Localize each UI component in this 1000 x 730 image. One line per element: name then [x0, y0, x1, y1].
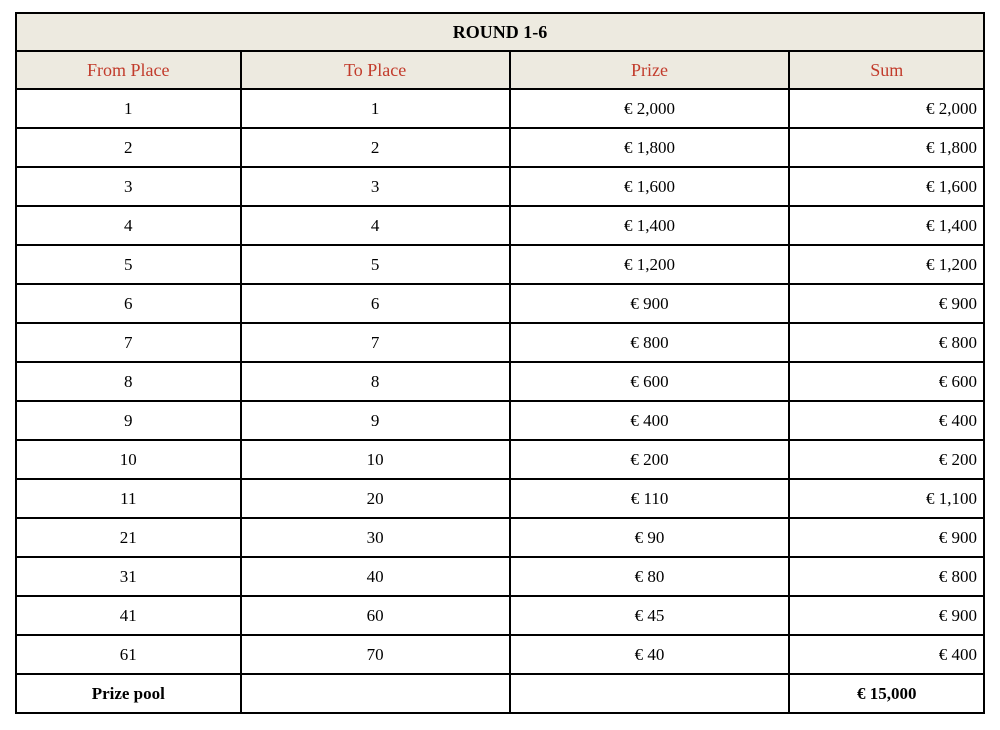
- cell-from-place: 61: [16, 635, 241, 674]
- table-row: [16, 206, 984, 245]
- table-row: [16, 557, 984, 596]
- cell-from-place: 7: [16, 323, 241, 362]
- cell-prize: € 1,600: [510, 167, 790, 206]
- cell-from-place: 1: [16, 89, 241, 128]
- cell-sum: € 800: [789, 557, 984, 596]
- cell-prize: € 400: [510, 401, 790, 440]
- cell-from-place: 41: [16, 596, 241, 635]
- cell-from-place: 6: [16, 284, 241, 323]
- cell-prize: € 45: [510, 596, 790, 635]
- cell-to-place: 70: [241, 635, 510, 674]
- cell-prize: € 800: [510, 323, 790, 362]
- cell-to-place: 2: [241, 128, 510, 167]
- cell-from-place: 21: [16, 518, 241, 557]
- cell-sum: € 900: [789, 518, 984, 557]
- cell-from-place: 2: [16, 128, 241, 167]
- table-row: [16, 362, 984, 401]
- prize-table-body: [16, 89, 984, 674]
- cell-from-place: 8: [16, 362, 241, 401]
- cell-sum: € 1,100: [789, 479, 984, 518]
- cell-sum: € 600: [789, 362, 984, 401]
- cell-prize: € 80: [510, 557, 790, 596]
- cell-sum: € 400: [789, 401, 984, 440]
- cell-to-place: 9: [241, 401, 510, 440]
- cell-sum: € 800: [789, 323, 984, 362]
- column-header-from-place: From Place: [16, 51, 241, 89]
- cell-sum: € 200: [789, 440, 984, 479]
- table-row: [16, 401, 984, 440]
- cell-sum: € 1,200: [789, 245, 984, 284]
- cell-to-place: 3: [241, 167, 510, 206]
- cell-to-place: 5: [241, 245, 510, 284]
- cell-to-place: 7: [241, 323, 510, 362]
- table-row: [16, 635, 984, 674]
- column-header-sum: Sum: [789, 51, 984, 89]
- table-title: ROUND 1-6: [16, 13, 984, 51]
- footer-empty-to-cell: [241, 674, 510, 713]
- table-footer-row: [16, 674, 984, 713]
- cell-from-place: 31: [16, 557, 241, 596]
- cell-to-place: 30: [241, 518, 510, 557]
- cell-to-place: 6: [241, 284, 510, 323]
- column-header-to-place: To Place: [241, 51, 510, 89]
- cell-from-place: 4: [16, 206, 241, 245]
- cell-sum: € 2,000: [789, 89, 984, 128]
- prize-pool-total: € 15,000: [789, 674, 984, 713]
- cell-from-place: 10: [16, 440, 241, 479]
- table-row: [16, 479, 984, 518]
- table-row: [16, 284, 984, 323]
- cell-prize: € 1,200: [510, 245, 790, 284]
- cell-from-place: 11: [16, 479, 241, 518]
- cell-from-place: 3: [16, 167, 241, 206]
- cell-to-place: 60: [241, 596, 510, 635]
- table-row: [16, 89, 984, 128]
- cell-sum: € 900: [789, 596, 984, 635]
- cell-to-place: 1: [241, 89, 510, 128]
- cell-prize: € 1,400: [510, 206, 790, 245]
- cell-to-place: 10: [241, 440, 510, 479]
- table-row: [16, 323, 984, 362]
- cell-prize: € 110: [510, 479, 790, 518]
- table-row: [16, 245, 984, 284]
- cell-sum: € 1,600: [789, 167, 984, 206]
- cell-sum: € 1,800: [789, 128, 984, 167]
- footer-empty-prize-cell: [510, 674, 790, 713]
- cell-to-place: 40: [241, 557, 510, 596]
- cell-prize: € 40: [510, 635, 790, 674]
- prize-table: [15, 12, 985, 714]
- cell-to-place: 20: [241, 479, 510, 518]
- cell-prize: € 2,000: [510, 89, 790, 128]
- table-row: [16, 167, 984, 206]
- cell-prize: € 600: [510, 362, 790, 401]
- cell-from-place: 9: [16, 401, 241, 440]
- cell-sum: € 900: [789, 284, 984, 323]
- cell-sum: € 1,400: [789, 206, 984, 245]
- table-row: [16, 128, 984, 167]
- column-header-prize: Prize: [510, 51, 790, 89]
- cell-prize: € 900: [510, 284, 790, 323]
- cell-prize: € 1,800: [510, 128, 790, 167]
- cell-from-place: 5: [16, 245, 241, 284]
- cell-to-place: 4: [241, 206, 510, 245]
- cell-prize: € 200: [510, 440, 790, 479]
- table-row: [16, 596, 984, 635]
- table-row: [16, 440, 984, 479]
- cell-sum: € 400: [789, 635, 984, 674]
- table-row: [16, 518, 984, 557]
- table-title-row: [16, 13, 984, 51]
- cell-to-place: 8: [241, 362, 510, 401]
- prize-pool-label: Prize pool: [16, 674, 241, 713]
- table-header-row: [16, 51, 984, 89]
- cell-prize: € 90: [510, 518, 790, 557]
